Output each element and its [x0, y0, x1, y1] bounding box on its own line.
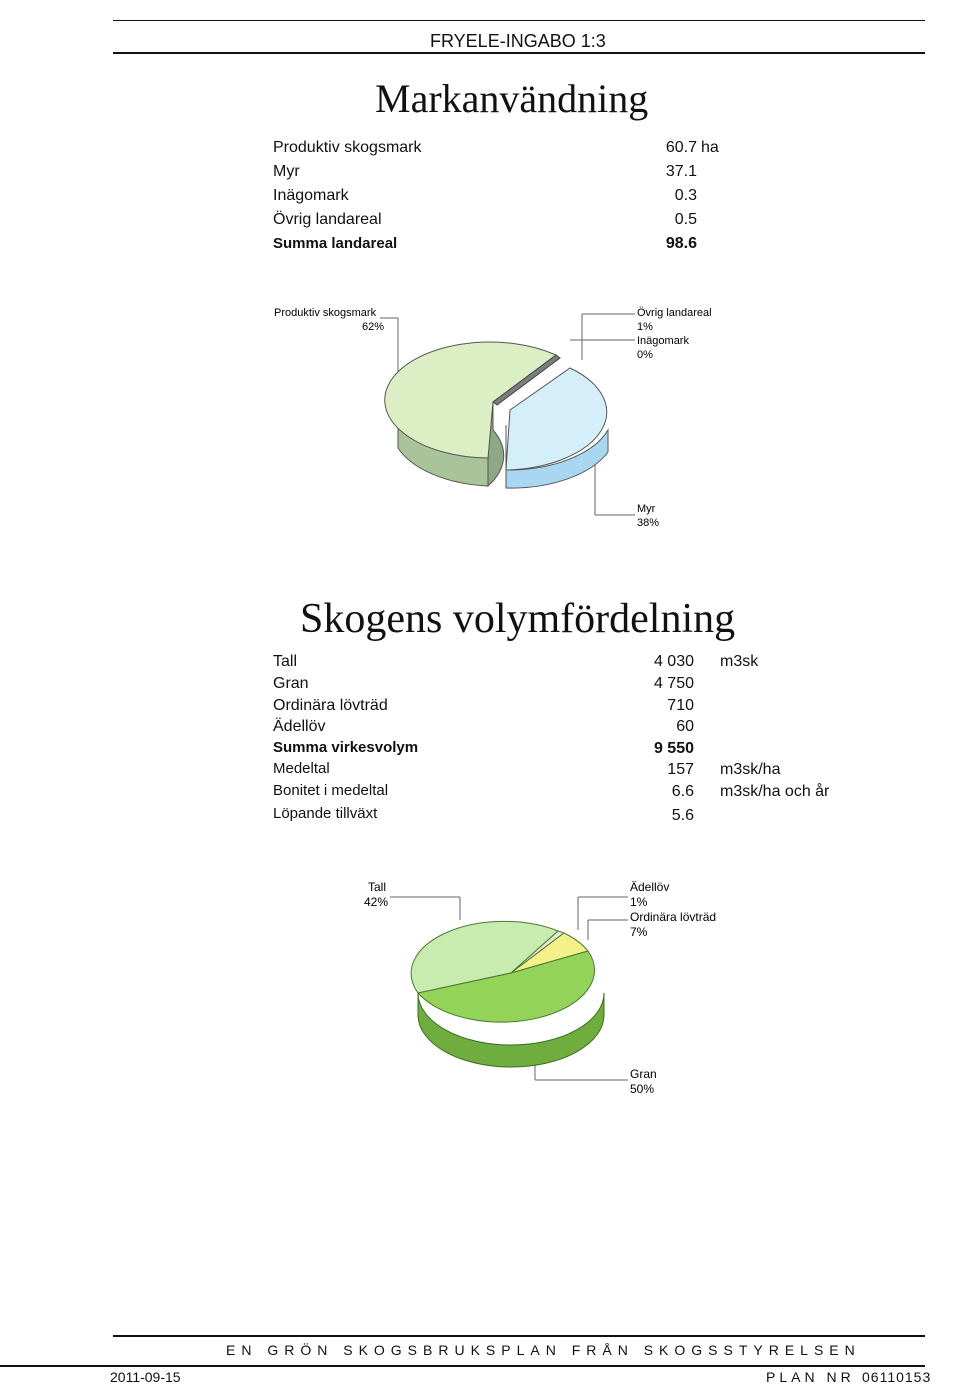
header-bottom-rule	[113, 52, 925, 54]
volume-label-3: Ädellöv	[273, 718, 326, 735]
pie-label-inago-pct: 0%	[637, 349, 653, 361]
volume-title: Skogens volymfördelning	[300, 596, 736, 642]
stat-unit-1: m3sk/ha och år	[720, 783, 830, 800]
volume-value-0: 4 030	[653, 653, 694, 670]
pie-label-gran-name: Gran	[630, 1067, 657, 1081]
volume-value-3: 60	[676, 718, 694, 735]
pie-label-ovrig-name: Övrig landareal	[637, 307, 712, 319]
footer-date: 2011-09-15	[110, 1369, 181, 1385]
volume-label-2: Ordinära lövträd	[273, 697, 388, 714]
land-use-pie-chart	[270, 300, 770, 550]
stat-value-0: 157	[667, 761, 694, 778]
land-use-value-3: 0.5	[674, 211, 697, 228]
stat-value-1: 6.6	[671, 783, 694, 800]
pie-label-ordinara-pct: 7%	[630, 925, 648, 939]
pie-label-produktiv-name: Produktiv skogsmark	[274, 307, 377, 319]
pie-label-ordinara-name: Ordinära lövträd	[630, 910, 717, 924]
pie-label-tall-pct: 42%	[364, 895, 389, 909]
land-use-value-1: 37.1	[665, 163, 697, 180]
volume-value-2: 710	[667, 697, 694, 714]
pie-label-myr-pct: 38%	[637, 517, 660, 529]
volume-label-1: Gran	[273, 675, 309, 692]
volume-total-label: Summa virkesvolym	[273, 739, 419, 756]
footer-bottom-rule	[0, 1365, 925, 1367]
stat-label-0: Medeltal	[273, 760, 330, 777]
volume-label-0: Tall	[273, 653, 298, 670]
land-use-label-0: Produktiv skogsmark	[273, 139, 422, 156]
volume-value-1: 4 750	[653, 675, 694, 692]
land-use-unit: ha	[701, 139, 719, 156]
pie-label-tall-name: Tall	[368, 880, 387, 894]
land-use-label-3: Övrig landareal	[273, 211, 382, 228]
land-use-label-2: Inägomark	[273, 187, 349, 204]
land-use-total-value: 98.6	[665, 235, 697, 252]
land-use-title: Markanvändning	[375, 76, 649, 121]
pie-label-gran-pct: 50%	[630, 1082, 655, 1096]
pie-label-ovrig-pct: 1%	[637, 321, 653, 333]
land-use-total-label: Summa landareal	[273, 235, 398, 252]
footer-banner: EN GRÖN SKOGSBRUKSPLAN FRÅN SKOGSSTYRELSEN	[226, 1342, 861, 1358]
footer-top-rule	[113, 1335, 925, 1337]
land-use-value-0: 60.7	[665, 139, 697, 156]
land-use-value-2: 0.3	[674, 187, 697, 204]
footer-plan-label: PLAN NR	[766, 1369, 855, 1385]
header-top-rule	[113, 20, 925, 21]
stat-value-2: 5.6	[671, 807, 694, 824]
property-label: FRYELE-INGABO 1:3	[430, 31, 606, 51]
stat-label-2: Löpande tillväxt	[273, 805, 378, 822]
pie-label-produktiv-pct: 62%	[362, 321, 385, 333]
pie-label-adellov-pct: 1%	[630, 895, 648, 909]
pie-label-adellov-name: Ädellöv	[630, 880, 670, 894]
stat-label-1: Bonitet i medeltal	[273, 782, 389, 799]
stat-unit-0: m3sk/ha	[720, 761, 781, 778]
land-use-label-1: Myr	[273, 163, 300, 180]
footer-plan-number: 06110153	[862, 1369, 932, 1385]
volume-total-value: 9 550	[653, 740, 694, 757]
volume-unit-0: m3sk	[720, 653, 759, 670]
volume-pie-chart	[340, 875, 770, 1105]
pie-label-myr-name: Myr	[637, 503, 656, 515]
pie-label-inago-name: Inägomark	[637, 335, 689, 347]
